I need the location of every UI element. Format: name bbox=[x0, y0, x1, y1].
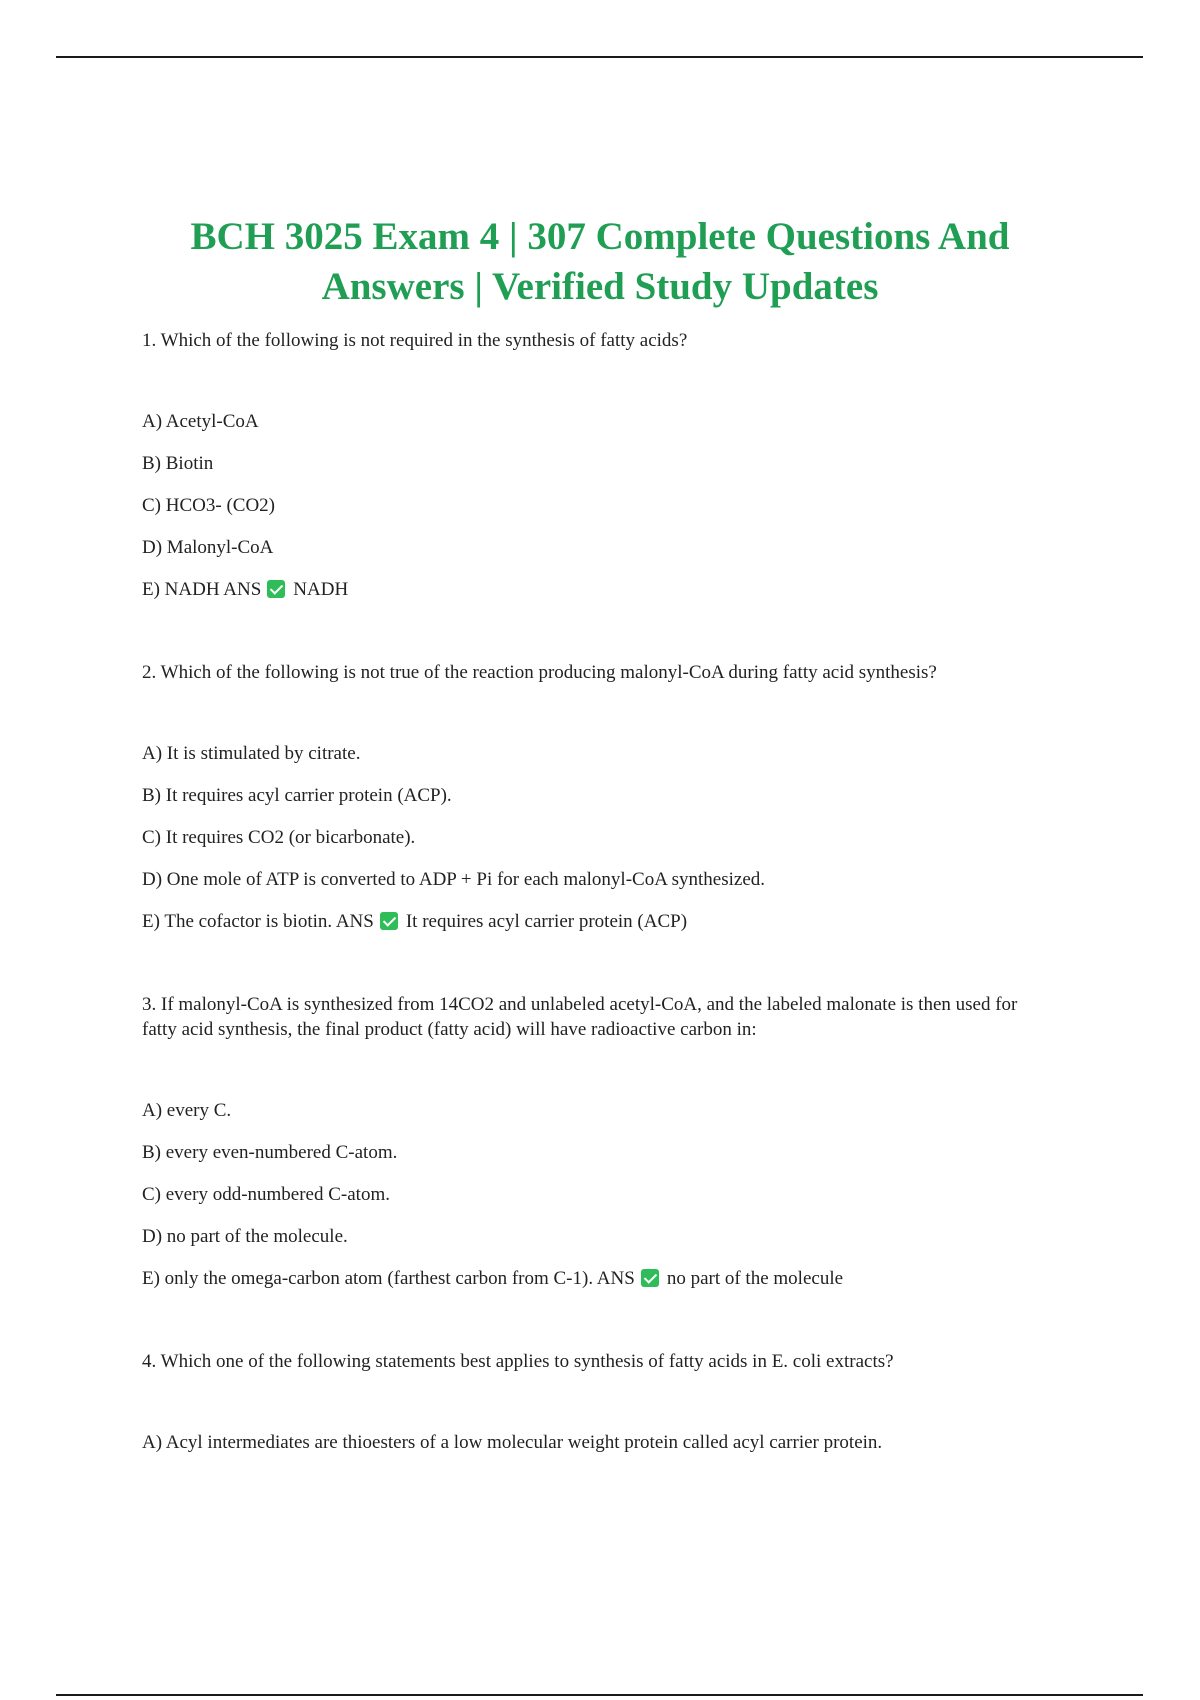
question-1 bbox=[142, 328, 1042, 602]
question-text: 1. Which of the following is not required in the synthesis of fatty acids? bbox=[142, 330, 688, 351]
answer-text: It requires acyl carrier protein (ACP) bbox=[405, 911, 688, 932]
top-rule bbox=[56, 56, 1143, 58]
question-2 bbox=[142, 660, 1042, 934]
option-e bbox=[142, 577, 1042, 602]
answer-text: NADH bbox=[293, 579, 349, 600]
option-b: B) every even-numbered C-atom. bbox=[142, 1142, 398, 1163]
document-title: BCH 3025 Exam 4 | 307 Complete Questions And Answers | Verified Study Updates bbox=[190, 215, 1010, 308]
option-b: B) Biotin bbox=[142, 453, 214, 474]
check-icon bbox=[380, 912, 398, 930]
question-list bbox=[142, 328, 1042, 1472]
ans-label: ANS bbox=[223, 579, 262, 600]
option-e bbox=[142, 909, 1042, 934]
answer-text: no part of the molecule bbox=[666, 1268, 844, 1289]
option-e bbox=[142, 1266, 1042, 1291]
check-icon bbox=[267, 580, 285, 598]
option-e-text: E) NADH bbox=[142, 579, 220, 600]
ans-label: ANS bbox=[596, 1268, 635, 1289]
option-c: C) It requires CO2 (or bicarbonate). bbox=[142, 827, 416, 848]
question-4 bbox=[142, 1349, 1042, 1455]
option-a: A) every C. bbox=[142, 1100, 232, 1121]
option-d: D) Malonyl-CoA bbox=[142, 537, 274, 558]
ans-label: ANS bbox=[335, 911, 374, 932]
option-c: C) every odd-numbered C-atom. bbox=[142, 1184, 390, 1205]
question-text: 4. Which one of the following statements best applies to synthesis of fatty acids in E. coli extracts? bbox=[142, 1351, 894, 1372]
question-text: 2. Which of the following is not true of the reaction producing malonyl-CoA during fatty acid synthesis? bbox=[142, 662, 937, 683]
option-c: C) HCO3- (CO2) bbox=[142, 495, 275, 516]
option-a: A) It is stimulated by citrate. bbox=[142, 743, 361, 764]
question-3 bbox=[142, 992, 1042, 1291]
option-e-text: E) only the omega-carbon atom (farthest carbon from C-1). bbox=[142, 1268, 594, 1289]
option-a: A) Acyl intermediates are thioesters of a low molecular weight protein called acyl carrier protein. bbox=[142, 1432, 883, 1453]
question-text: 3. If malonyl-CoA is synthesized from 14CO2 and unlabeled acetyl-CoA, and the labeled malonate is then used for fatty acid synthesis, the final product (fatty acid) will have radioactive carbon in: bbox=[142, 994, 1018, 1040]
option-e-text: E) The cofactor is biotin. bbox=[142, 911, 333, 932]
check-icon bbox=[641, 1269, 659, 1287]
option-a: A) Acetyl-CoA bbox=[142, 411, 259, 432]
bottom-rule bbox=[56, 1694, 1143, 1696]
option-b: B) It requires acyl carrier protein (ACP). bbox=[142, 785, 452, 806]
option-d: D) One mole of ATP is converted to ADP + Pi for each malonyl-CoA synthesized. bbox=[142, 869, 766, 890]
option-d: D) no part of the molecule. bbox=[142, 1226, 348, 1247]
